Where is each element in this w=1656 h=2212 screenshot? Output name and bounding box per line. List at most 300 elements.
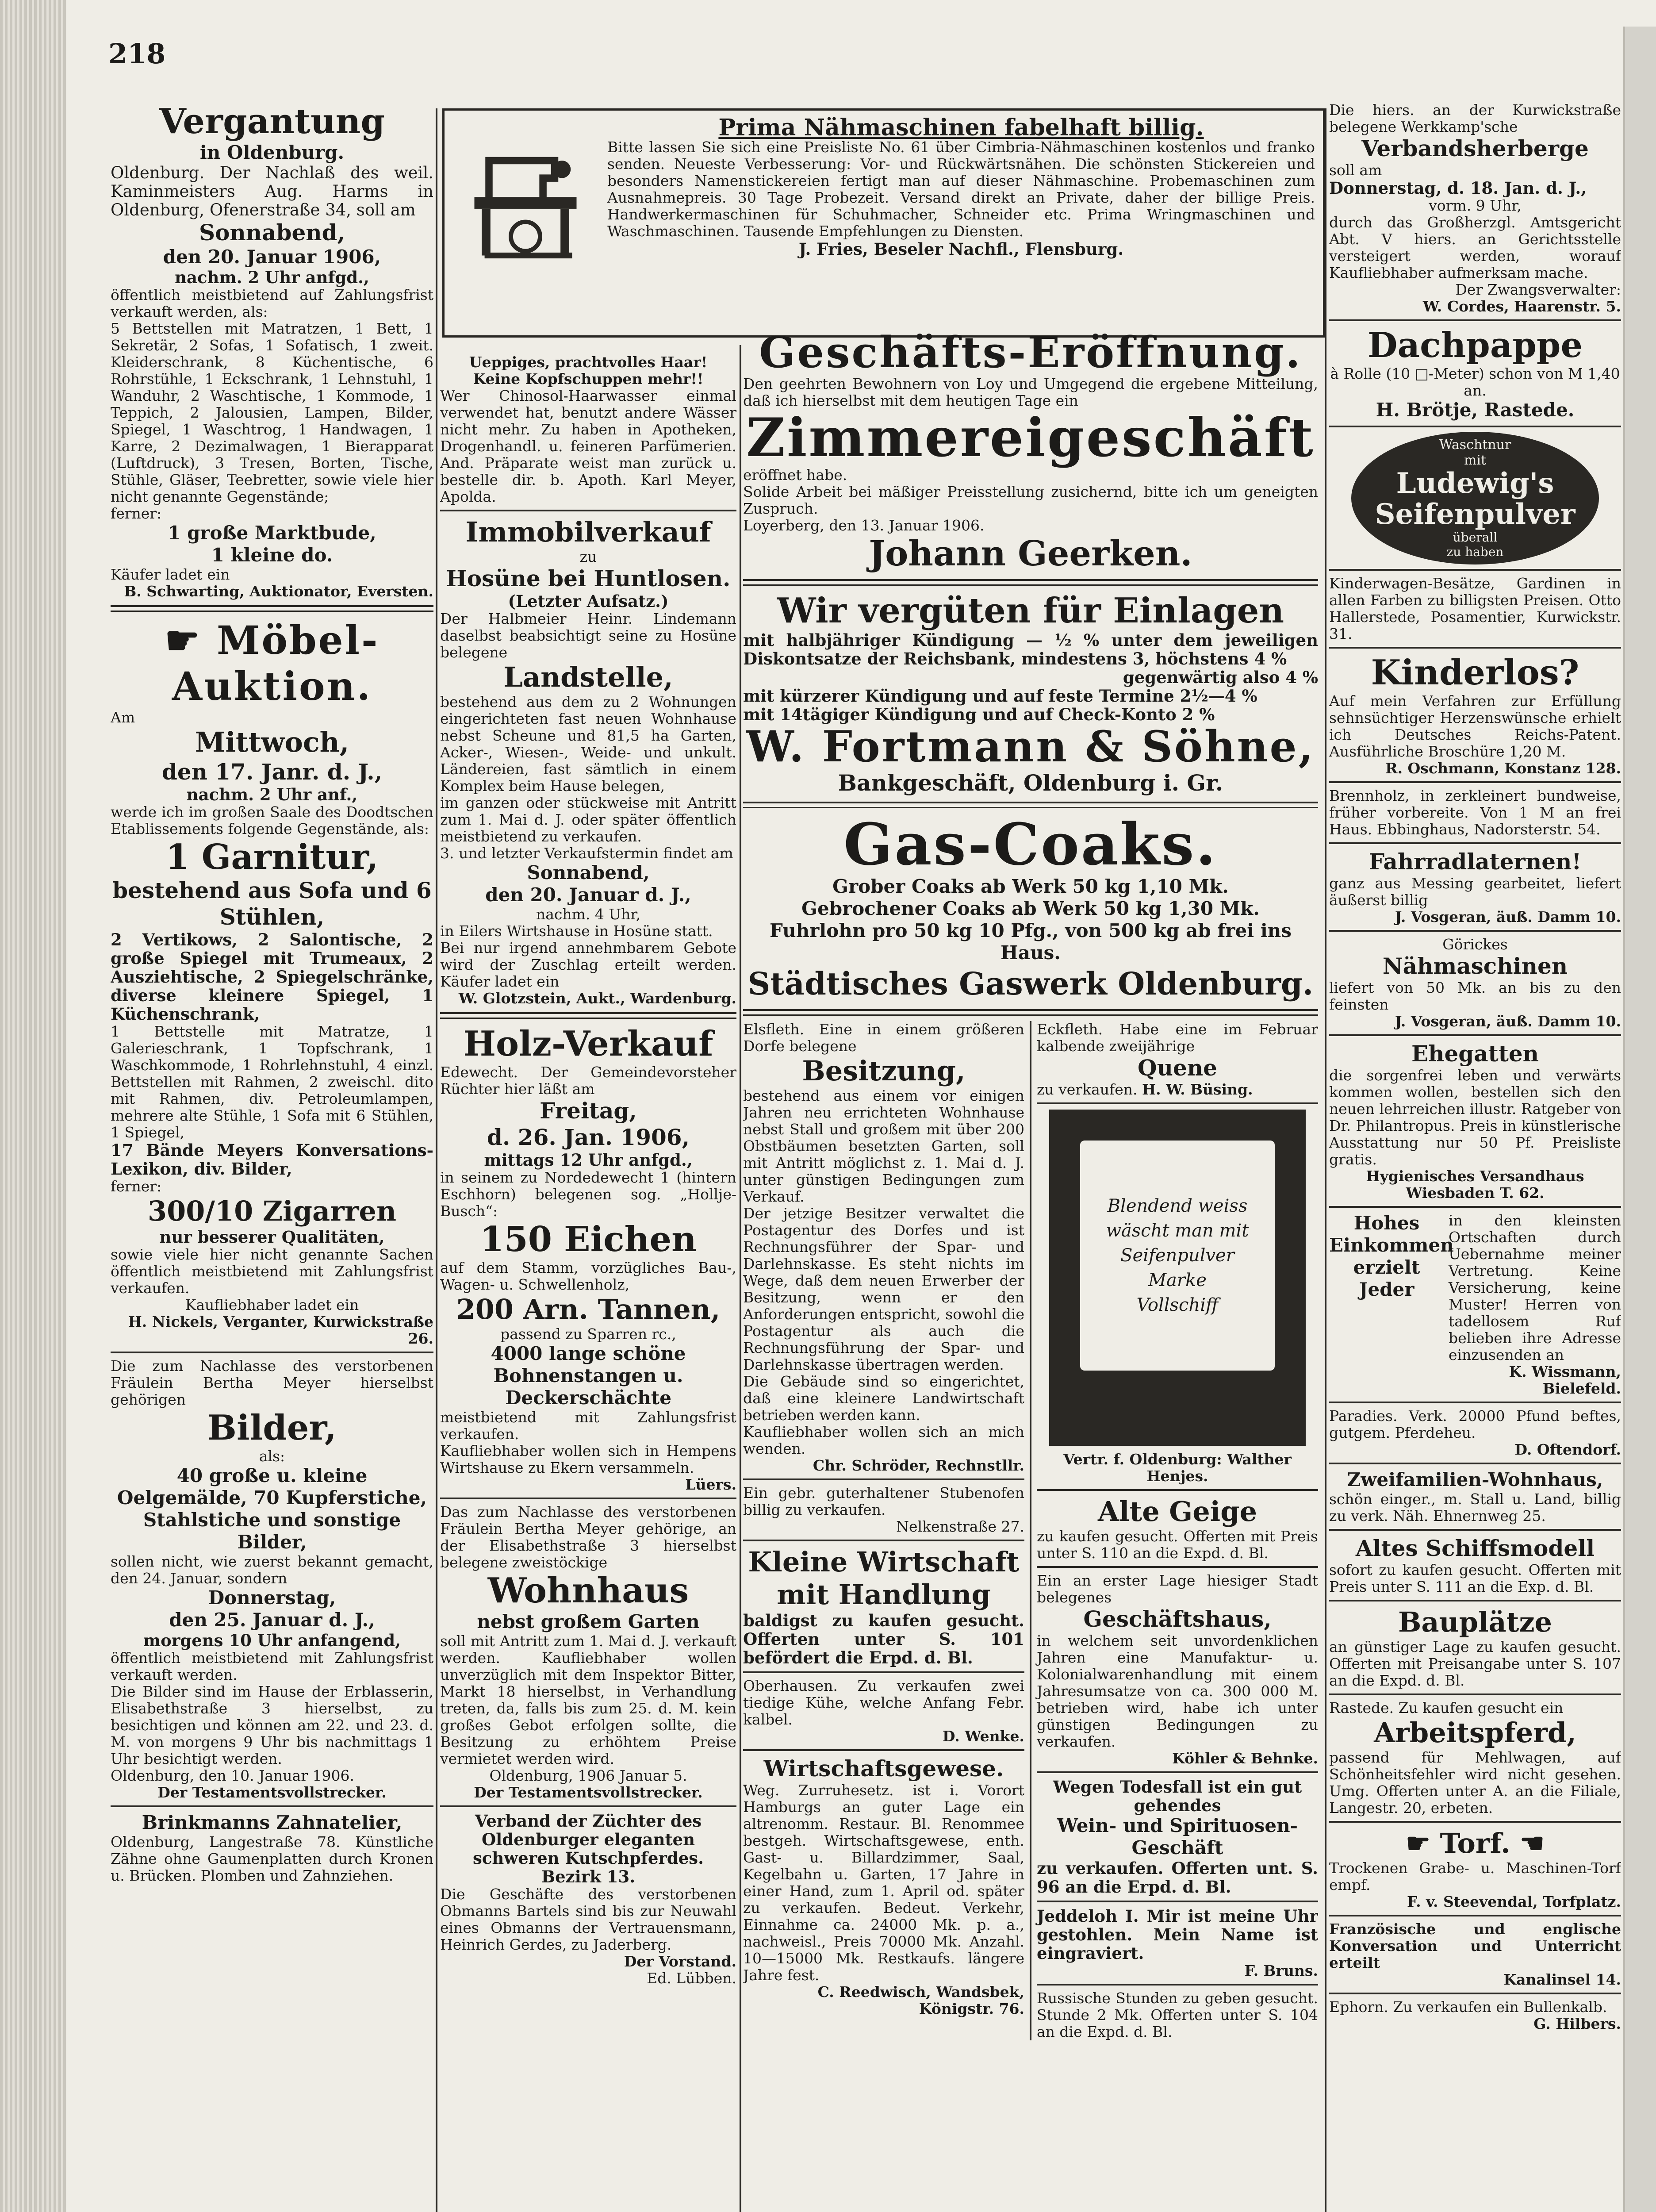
divider bbox=[111, 605, 433, 612]
ad-title: Wein- und Spirituosen-Geschäft bbox=[1057, 1815, 1298, 1859]
ad-signature: D. Wenke. bbox=[942, 1728, 1024, 1745]
ad-body: schön einger., m. Stall u. Land, billig zu verk. Näh. Ehnernweg 25. bbox=[1329, 1490, 1621, 1525]
ad-body: meistbietend mit Zahlungsfrist verkaufen. bbox=[440, 1409, 736, 1443]
ad-headline: 1 Garnitur, bbox=[165, 837, 379, 877]
soap-advert-image bbox=[1049, 1110, 1306, 1446]
banner-line: Seifenpulver bbox=[1120, 1245, 1234, 1266]
ad-headline: Hohes bbox=[1353, 1212, 1420, 1234]
divider bbox=[111, 1805, 433, 1807]
ad-date: den 17. Janr. d. J., bbox=[161, 759, 383, 785]
ad-date: Mittwoch, bbox=[195, 726, 349, 758]
pointing-hand-icon: ☛ bbox=[1406, 1827, 1440, 1859]
ad-note: (Letzter Aufsatz.) bbox=[508, 591, 669, 611]
divider bbox=[743, 1540, 1024, 1541]
ad-date: Freitag, bbox=[540, 1098, 637, 1124]
ad-title: Immobilverkauf bbox=[465, 516, 711, 548]
divider bbox=[1329, 647, 1621, 649]
ad-place: Oldenburg, den 10. Januar 1906. bbox=[111, 1767, 354, 1784]
ad-subtitle: Bezirk 13. bbox=[541, 1867, 636, 1886]
ad-body: soll am bbox=[1329, 161, 1382, 179]
ad-signature: K. Wissmann, Bielefeld. bbox=[1509, 1363, 1621, 1397]
ad-body: in seinem zu Nordedewecht 1 (hintern Eschhorn) belegenen sog. „Hollje-Busch“: bbox=[440, 1169, 736, 1220]
ad-address: Nelkenstraße 27. bbox=[896, 1518, 1024, 1535]
ad-besitzung bbox=[743, 1021, 1024, 1474]
ad-body: durch das Großherzgl. Amtsgericht Abt. V hiers. an Gerichtsstelle versteigert werden, worauf Kaufliebhaber aufmerksam mache. bbox=[1329, 214, 1621, 281]
ad-signature: Städtisches Gaswerk Oldenburg. bbox=[748, 965, 1314, 1002]
ad-headline: Landstelle, bbox=[503, 661, 673, 693]
ad-gascoaks bbox=[743, 810, 1318, 1004]
ad-body: Görickes bbox=[1442, 936, 1508, 953]
ad-body: nur besserer Qualitäten, bbox=[159, 1227, 385, 1247]
ad-title: Gas-Coaks. bbox=[843, 810, 1218, 878]
ad-list: 5 Bettstellen mit Matratzen, 1 Bett, 1 Sekretär, 2 Sofas, 1 Sofatisch, 1 zweit. Kleiderschrank, 8 Küchentische, 6 Rohrstühle, 1 Eckschrank, 1 Lehnstuhl, 1 Wanduhr, 2 Waschtische, 1 Kommode, 1 Teppich, 2 Jalousien, Lampen, Bilder, Spiegel, 1 Waschtrog, 1 Handwagen, 1 Karre, 2 Dezimalwagen, 1 Bierapparat (Luftdruck), 3 Tresen, Borten, Tische, Stühle, Gläser, Teebretter, sowie viele hier nicht genannte Gegenstände; bbox=[111, 320, 433, 505]
column-1 bbox=[111, 102, 433, 2212]
ad-jeddeloh bbox=[1037, 1907, 1318, 1979]
ad-subtitle: Keine Kopfschuppen mehr!! bbox=[473, 370, 704, 388]
ad-subtitle: nebst großem Garten bbox=[477, 1611, 700, 1632]
ad-body: Russische Stunden zu geben gesucht. Stunde 2 Mk. Offerten unter S. 104 an die Expd. d. Bl. bbox=[1037, 1989, 1318, 2040]
ad-body: passend zu Sparren rc., bbox=[500, 1325, 676, 1343]
column-rule bbox=[1325, 108, 1326, 2212]
ad-body: Wegen Todesfall ist ein gut gehendes bbox=[1053, 1777, 1302, 1815]
ad-body: zu kaufen gesucht. Offerten mit Preis unter S. 110 an die Expd. d. Bl. bbox=[1037, 1528, 1318, 1562]
ad-signature: Köhler & Behnke. bbox=[1172, 1750, 1318, 1767]
ad-body: Trockenen Grabe- u. Maschinen-Torf empf. bbox=[1329, 1859, 1621, 1893]
soap-line: überall bbox=[1453, 530, 1498, 545]
ad-signature: Lüers. bbox=[685, 1476, 736, 1493]
einkommen-body bbox=[1449, 1212, 1621, 1397]
divider bbox=[743, 802, 1318, 808]
ad-wohnhaus bbox=[440, 1504, 736, 1801]
ad-title: ☛ Möbel- bbox=[165, 617, 380, 663]
ad-body: Wer Chinosol-Haarwasser einmal verwendet hat, benutzt andere Wässer nicht mehr. Zu haben in Apotheken, Drogenhandl. u. feineren Parfümerien. And. Präparate weist man zurück u. bestelle dir. b. Apoth. Karl Meyer, Apolda. bbox=[440, 387, 736, 505]
ad-title: Dachpappe bbox=[1367, 325, 1583, 365]
ad-ehegatten bbox=[1329, 1041, 1621, 1202]
ad-signature: Der Testamentsvollstrecker. bbox=[157, 1784, 387, 1801]
ad-body: baldigst zu kaufen gesucht. Offerten unter S. 101 befördert die Erpd. d. Bl. bbox=[743, 1611, 1024, 1667]
divider bbox=[1329, 1463, 1621, 1464]
ad-title: Holz-Verkauf bbox=[463, 1024, 713, 1064]
ad-signature: Chr. Schröder, Rechnstllr. bbox=[813, 1457, 1024, 1474]
ad-unterricht bbox=[1329, 1921, 1621, 1988]
ad-time: morgens 10 Uhr anfangend, bbox=[143, 1631, 401, 1650]
page-edge bbox=[0, 0, 66, 2212]
ad-ludewigs-seifenpulver bbox=[1351, 432, 1599, 565]
soap-line: zu haben bbox=[1446, 545, 1504, 559]
ad-subtitle: Bankgeschäft, Oldenburg i. Gr. bbox=[838, 770, 1223, 796]
ad-body: ferner: bbox=[111, 505, 162, 522]
ad-title: Kinderlos? bbox=[1371, 653, 1579, 693]
ad-item: 1 kleine do. bbox=[211, 544, 333, 566]
divider bbox=[1329, 842, 1621, 844]
ad-verband bbox=[440, 1812, 736, 1987]
ad-signature: Der Zwangsverwalter: bbox=[1455, 281, 1621, 298]
ad-kinderlos bbox=[1329, 653, 1621, 777]
ad-body: Paradies. Verk. 20000 Pfund beftes, gutgem. Pferdeheu. bbox=[1329, 1407, 1621, 1441]
ad-title: Wir vergüten für Einlagen bbox=[777, 591, 1284, 631]
rate-line: mit halbjähriger Kündigung — ½ % unter dem jeweiligen Diskontsatze der Reichsbank, mindestens 3, höchstens 4 % bbox=[743, 630, 1318, 668]
ad-title: Bilder, bbox=[207, 1408, 337, 1448]
ad-paradies bbox=[1329, 1408, 1621, 1458]
ad-place: Loyerberg, den 13. Januar 1906. bbox=[743, 517, 985, 534]
ad-headline: 200 Arn. Tannen, bbox=[456, 1293, 721, 1325]
ad-body: Oldenburg. Der Nachlaß des weil. Kaminmeisters Aug. Harms in Oldenburg, Ofenerstraße 34, soll am bbox=[111, 163, 433, 219]
ad-zweifamilien bbox=[1329, 1469, 1621, 1525]
ad-naehmaschinen-goericke bbox=[1329, 936, 1621, 1030]
ad-body: Der Halbmeier Heinr. Lindemann daselbst beabsichtigt seine zu Hosüne belegene bbox=[440, 610, 736, 661]
ad-body: Am bbox=[111, 709, 135, 726]
column-rule bbox=[436, 108, 437, 2212]
ad-title: Verbandsherberge bbox=[1361, 135, 1589, 161]
ad-body: im ganzen oder stückweise mit Antritt zum 1. Mai d. J. oder später öffentlich meistbietend zu verkaufen. bbox=[440, 794, 736, 845]
ad-time: mittags 12 Uhr anfgd., bbox=[484, 1150, 693, 1170]
price-line: Fuhrlohn pro 50 kg 10 Pfg., von 500 kg ab frei ins Haus. bbox=[770, 920, 1292, 964]
ad-body: Der jetzige Besitzer verwaltet die Postagentur des Dorfes und ist Rechnungsführer der Spar- und Darlehnskasse. Es steht nichts im Wege, daß dem neuen Erwerber der Besitzung, wenn er den Anforderungen entspricht, sowohl die Postagentur als auch die Rechnungsführung der Spar- und Darlehnskasse übertragen werden. bbox=[743, 1205, 1024, 1373]
divider bbox=[1329, 1402, 1621, 1403]
ad-headline: Zimmereigeschäft bbox=[746, 407, 1315, 469]
ad-fahrradlaternen bbox=[1329, 849, 1621, 926]
ad-title: Altes Schiffsmodell bbox=[1355, 1535, 1595, 1561]
ad-date: den 20. Januar 1906, bbox=[163, 246, 381, 268]
ad-headline: W. Fortmann & Söhne, bbox=[746, 722, 1315, 772]
ad-title: Ueppiges, prachtvolles Haar! bbox=[469, 354, 708, 371]
ad-spirituosen bbox=[1037, 1778, 1318, 1896]
column-rule bbox=[740, 345, 741, 2212]
ad-arbeitspferd bbox=[1329, 1700, 1621, 1816]
ad-body: Die zum Nachlasse des verstorbenen Fräulein Bertha Meyer hierselbst gehörigen bbox=[111, 1357, 433, 1408]
ad-title: Geschäftshaus, bbox=[1083, 1606, 1272, 1632]
divider bbox=[1037, 1489, 1318, 1491]
divider bbox=[1037, 1901, 1318, 1902]
col3-left bbox=[743, 1021, 1024, 2040]
ad-body: à Rolle (10 □-Meter) schon von M 1,40 an. bbox=[1330, 365, 1620, 399]
ad-body: ganz aus Messing gearbeitet, liefert äußerst billig bbox=[1329, 875, 1621, 909]
ad-body: 17 Bände Meyers Konversations-Lexikon, div. Bilder, bbox=[111, 1141, 433, 1179]
divider bbox=[440, 1805, 736, 1807]
divider bbox=[1329, 781, 1621, 783]
divider bbox=[440, 510, 736, 511]
ad-body: Kaufliebhaber wollen sich an mich wenden. bbox=[743, 1423, 1024, 1457]
ad-headline: 40 große u. kleine Oelgemälde, 70 Kupferstiche, Stahlstiche und sonstige Bilder, bbox=[117, 1465, 427, 1553]
ad-time: vorm. 9 Uhr, bbox=[1429, 197, 1522, 214]
divider bbox=[1329, 1993, 1621, 1994]
page-right-edge bbox=[1623, 27, 1656, 2212]
soap-line: mit bbox=[1464, 453, 1487, 468]
ad-alte-geige bbox=[1037, 1495, 1318, 1562]
divider bbox=[1037, 1771, 1318, 1773]
ad-body: sollen nicht, wie zuerst bekannt gemacht, den 24. Januar, sondern bbox=[111, 1553, 433, 1587]
ad-body: zu bbox=[579, 548, 597, 565]
ad-bauplaetze bbox=[1329, 1606, 1621, 1689]
ad-signature: F. Bruns. bbox=[1244, 1962, 1318, 1979]
banner-cloth bbox=[1080, 1141, 1275, 1371]
ad-headline: 150 Eichen bbox=[480, 1219, 697, 1260]
banner-line: Vollschiff bbox=[1136, 1295, 1219, 1315]
ad-body: sowie viele hier nicht genannte Sachen öffentlich meistbietend mit Zahlungsfrist verkaufen. bbox=[111, 1246, 433, 1297]
ad-body: Die hiers. an der Kurwickstraße belegene Werkkamp'sche bbox=[1329, 102, 1621, 135]
ad-signature: W. Glotzstein, Aukt., Wardenburg. bbox=[458, 990, 736, 1007]
ad-body: Das zum Nachlasse des verstorbenen Fräulein Bertha Meyer gehörige, an der Elisabethstraße 3 hierselbst belegene zweistöckige bbox=[440, 1503, 736, 1571]
ad-date: d. 26. Jan. 1906, bbox=[487, 1124, 690, 1150]
page-number: 218 bbox=[108, 38, 166, 70]
divider bbox=[1037, 1102, 1318, 1104]
ad-signature: D. Oftendorf. bbox=[1514, 1441, 1621, 1458]
ad-quene bbox=[1037, 1021, 1318, 1098]
divider bbox=[1037, 1566, 1318, 1568]
divider bbox=[1037, 1984, 1318, 1985]
soap-brand: Ludewig's bbox=[1396, 467, 1554, 500]
ad-body: Den geehrten Bewohnern von Loy und Umgegend die ergebene Mitteilung, daß ich hierselbst mit dem heutigen Tage ein bbox=[743, 375, 1318, 409]
divider bbox=[743, 1009, 1318, 1016]
col3-right bbox=[1030, 1021, 1318, 2040]
ad-torf bbox=[1329, 1827, 1621, 1910]
ad-place: Oldenburg, 1906 Januar 5. bbox=[489, 1767, 687, 1784]
ad-body: Rastede. Zu kaufen gesucht ein bbox=[1329, 1699, 1564, 1717]
divider bbox=[1329, 319, 1621, 321]
ad-moebel bbox=[111, 617, 433, 1347]
ad-list: 1 Bettstelle mit Matratze, 1 Galerieschrank, 1 Topfschrank, 1 Waschkommode, 1 Rohrlehnstuhl, 4 einzl. Bettstellen mit Rahmen, 2 zweischl. dito mit Rahmen, div. Petroleumlampen, mehrere alte Stühle, 1 Sofa mit 6 Stühlen, 1 Spiegel, bbox=[111, 1023, 433, 1141]
ad-body: 2 Vertikows, 2 Salontische, 2 große Spiegel mit Trumeaux, 2 Ausziehtische, 2 Spiegelschränke, diverse kleinere Spiegel, 1 Küchenschrank, bbox=[111, 930, 433, 1024]
ad-ephorn bbox=[1329, 1999, 1621, 2032]
soap-brand: Seifenpulver bbox=[1375, 498, 1576, 531]
divider bbox=[743, 1749, 1024, 1751]
ad-title: Alte Geige bbox=[1097, 1495, 1257, 1528]
ad-vergantung bbox=[111, 102, 433, 600]
pointing-hand-icon: ☛ bbox=[165, 617, 217, 663]
ad-headline: 300/10 Zigarren bbox=[147, 1195, 397, 1227]
divider bbox=[743, 1671, 1024, 1673]
ad-body: eröffnet habe. bbox=[743, 466, 847, 484]
ad-date: den 20. Januar d. J., bbox=[485, 884, 691, 906]
col3-two-column-area bbox=[743, 1021, 1318, 2040]
ad-geschaeftshaus bbox=[1037, 1572, 1318, 1767]
ad-signature: Kanalinsel 14. bbox=[1503, 1971, 1621, 1988]
ad-signature: H. Nickels, Verganter, Kurwickstraße 26. bbox=[128, 1313, 433, 1347]
ad-body: Die Bilder sind im Hause der Erblasserin, Elisabethstraße 3 hierselbst, zu besichtigen und können am 22. und 23. d. M. von morgens 9 Uhr bis nachmittags 1 Uhr besichtigt werden. bbox=[111, 1683, 433, 1767]
banner-line: Marke bbox=[1148, 1270, 1207, 1290]
ad-body: werde ich im großen Saale des Doodtschen Etablissements folgende Gegenstände, als: bbox=[111, 803, 433, 837]
divider bbox=[1329, 1034, 1621, 1036]
ad-title: Ehegatten bbox=[1411, 1041, 1539, 1067]
ad-body: Kaufliebhaber ladet ein bbox=[185, 1296, 359, 1313]
ad-naehmaschinen bbox=[442, 108, 1325, 338]
ad-wirtschaftsgewese bbox=[743, 1755, 1024, 2017]
soap-line: Waschtnur bbox=[1439, 437, 1511, 453]
divider bbox=[1329, 1821, 1621, 1823]
ad-body: in Eilers Wirtshause in Hosüne statt. bbox=[440, 922, 713, 940]
divider bbox=[1329, 930, 1621, 932]
divider bbox=[1329, 1206, 1621, 1208]
ad-title: Brinkmanns Zahnatelier, bbox=[142, 1812, 402, 1833]
ad-bank bbox=[743, 591, 1318, 796]
ad-zahnatelier bbox=[111, 1812, 433, 1884]
ad-body: Edewecht. Der Gemeindevorsteher Rüchter hier läßt am bbox=[440, 1064, 736, 1098]
ad-body: Französische und englische Konversation und Unterricht erteilt bbox=[1329, 1920, 1621, 1971]
ad-body: bestehend aus einem vor einigen Jahren neu errichteten Wohnhause nebst Stall und großem mit über 200 Obstbäumen besetzten Garten, soll mit Antritt möglichst z. 1. Mai d. J. unter günstigen Bedingungen zum Verkauf. bbox=[743, 1087, 1024, 1205]
ad-body: Oldenburg, Langestraße 78. Künstliche Zähne ohne Gaumenplatten durch Kronen u. Brücken. Plomben und Zahnziehen. bbox=[111, 1833, 433, 1884]
ad-title: Fahrradlaternen! bbox=[1368, 849, 1582, 875]
ad-russisch bbox=[1037, 1990, 1318, 2040]
ad-time: nachm. 4 Uhr, bbox=[536, 906, 641, 923]
ad-signature: W. Cordes, Haarenstr. 5. bbox=[1422, 298, 1621, 315]
ad-immobilverkauf bbox=[440, 516, 736, 1007]
ad-hohes-einkommen bbox=[1329, 1212, 1621, 1397]
ad-body: öffentlich meistbietend auf Zahlungsfrist verkauft werden, als: bbox=[111, 286, 433, 320]
pointing-hand-icon: ☚ bbox=[1510, 1827, 1545, 1859]
ad-signature: R. Oschmann, Konstanz 128. bbox=[1385, 760, 1621, 777]
ad-signature: Ed. Lübben. bbox=[647, 1970, 736, 1987]
ad-title: Quene bbox=[1138, 1055, 1217, 1081]
ad-signature: H. Brötje, Rastede. bbox=[1376, 399, 1575, 421]
ad-signature: B. Schwarting, Auktionator, Eversten. bbox=[124, 583, 433, 600]
ad-kuehe bbox=[743, 1678, 1024, 1745]
ad-bilder bbox=[111, 1358, 433, 1801]
ad-title: Zweifamilien-Wohnhaus, bbox=[1347, 1469, 1603, 1490]
ad-body: die sorgenfrei leben und verwärts kommen wollen, bestellen sich den neuen lehrreichen illustr. Ratgeber von Dr. Philantropus. Preis in künstlerische Ausstattung nur 50 Pf. Preisliste gratis. bbox=[1329, 1067, 1621, 1168]
ad-body: Brennholz, in zerkleinert bundweise, früher vorbereite. Von 1 M an frei Haus. Ebbinghaus, Nadorsterstr. 54. bbox=[1329, 787, 1621, 838]
ad-body: liefert von 50 Mk. an bis zu den feinsten bbox=[1329, 979, 1621, 1013]
ad-body: Die Geschäfte des verstorbenen Obmanns Bartels sind bis zur Neuwahl eines Obmanns der Vertrauensmann, Heinrich Gerdes, zu Jaderberg. bbox=[440, 1886, 736, 1953]
divider bbox=[743, 1479, 1024, 1480]
ad-body: an günstiger Lage zu kaufen gesucht. Offerten mit Preisangabe unter S. 107 an die Expd. d. Bl. bbox=[1329, 1638, 1621, 1689]
ad-signature: Hygienisches Versandhaus Wiesbaden T. 62. bbox=[1366, 1167, 1584, 1202]
ad-title: ☛ Torf. ☚ bbox=[1406, 1827, 1545, 1859]
ad-body: zu verkaufen. H. W. Büsing. bbox=[1037, 1081, 1253, 1098]
ad-headline: Hosüne bei Huntlosen. bbox=[446, 565, 731, 591]
ad-title: Verband der Züchter des Oldenburger eleganten schweren Kutschpferdes. bbox=[472, 1811, 704, 1868]
ad-body: Elsfleth. Eine in einem größeren Dorfe belegene bbox=[743, 1021, 1024, 1055]
rate-line: mit 14tägiger Kündigung und auf Check-Konto 2 % bbox=[743, 705, 1215, 724]
sewing-machine-icon bbox=[452, 117, 598, 263]
ad-date: den 25. Januar d. J., bbox=[169, 1609, 375, 1631]
ad-signature: Der Vorstand. bbox=[624, 1953, 736, 1970]
divider bbox=[1329, 1600, 1621, 1601]
ad-haar bbox=[440, 354, 736, 505]
ad-body: als: bbox=[259, 1448, 285, 1465]
ad-body: öffentlich meistbietend mit Zahlungsfrist verkauft werden. bbox=[111, 1649, 433, 1683]
divider bbox=[440, 1498, 736, 1499]
ad-caption: Vertr. f. Oldenburg: Walther Henjes. bbox=[1063, 1451, 1292, 1485]
ad-body: Kaufliebhaber wollen sich in Hempens Wirtshause zu Ekern versammeln. bbox=[440, 1442, 736, 1476]
ad-body: Bitte lassen Sie sich eine Preisliste No. 61 über Cimbria-Nähmaschinen kostenlos und franko senden. Neueste Verbesserung: Vor- und Rückwärtsnähen. Die schönsten Stickereien und besonders Namenstickereien fertigt man auf dieser Nähmaschine. Probemaschinen zum Ausnahmepreis. 30 Tage Probezeit. Versand direkt an Private, daher der billige Preis. Handwerkermaschinen für Schuhmacher, Schneider etc. Prima Wringmaschinen und Waschmaschinen. Tausende Empfehlungen zu Diensten. bbox=[607, 138, 1315, 240]
price-line: Grober Coaks ab Werk 50 kg 1,10 Mk. bbox=[832, 876, 1229, 897]
ad-title: Bauplätze bbox=[1398, 1606, 1552, 1638]
ad-item: 1 große Marktbude, bbox=[168, 522, 376, 544]
ad-headline: bestehend aus Sofa und 6 Stühlen, bbox=[112, 877, 432, 930]
ad-body: sofort zu kaufen gesucht. Offerten mit Preis unter S. 111 an die Exp. d. Bl. bbox=[1329, 1561, 1621, 1595]
ad-body: Ephorn. Zu verkaufen ein Bullenkalb. bbox=[1329, 1998, 1607, 2016]
ad-date: Sonnabend, bbox=[199, 219, 345, 246]
ad-signature: H. W. Büsing. bbox=[1142, 1081, 1253, 1098]
divider bbox=[1329, 426, 1621, 427]
divider bbox=[1329, 1529, 1621, 1531]
ad-body: Auf mein Verfahren zur Erfüllung sehnsüchtiger Herzenswünsche erhielt ich Deutsches Reichs-Patent. Ausführliche Broschüre 1,20 M. bbox=[1329, 692, 1621, 760]
ad-signature: J. Fries, Beseler Nachfl., Flensburg. bbox=[798, 239, 1124, 259]
ad-signature: Der Testamentsvollstrecker. bbox=[474, 1784, 703, 1801]
banner-line: wäscht man mit bbox=[1106, 1221, 1249, 1241]
ad-signature: C. Reedwisch, Wandsbek, Königstr. 76. bbox=[817, 1983, 1024, 2017]
ad-body: in den kleinsten Ortschaften durch Uebernahme meiner Vertretung. Keine Versicherung, keine Muster! Herren von tadellosem Ruf belieben ihre Adresse einzusenden an bbox=[1449, 1212, 1621, 1363]
ad-title: Wirtschaftsgewese. bbox=[763, 1755, 1004, 1782]
ad-signature: F. v. Steevendal, Torfplatz. bbox=[1407, 1893, 1621, 1910]
ad-time: nachm. 2 Uhr anf., bbox=[186, 785, 358, 804]
ad-body: Weg. Zurruhesetz. ist i. Vorort Hamburgs an guter Lage ein altrenomm. Restaur. Bl. Renommee bestgeh. Wirtschaftsgewese, enth. Gast- u. Billardzimmer, Saal, Kegelbahn u. Garten, 17 Jahre in einer Hand, zum 1. April od. später zu verkaufen. Bedeut. Verkehr, Einnahme ca. 24000 Mk. p. a., nachweisl., Preis 70000 Mk. Anzahl. 10—15000 Mk. Restkaufs. längere Jahre fest. bbox=[743, 1782, 1024, 1984]
ad-dachpappe bbox=[1329, 326, 1621, 421]
column-3 bbox=[743, 330, 1318, 2212]
ad-signature: G. Hilbers. bbox=[1533, 2015, 1621, 2032]
ad-body: ferner: bbox=[111, 1178, 162, 1195]
ad-body: Ein gebr. guterhaltener Stubenofen billig zu verkaufen. bbox=[743, 1484, 1024, 1518]
ad-headline: erzielt bbox=[1353, 1256, 1420, 1278]
ad-seifenpulver-vollschiff bbox=[1037, 1110, 1318, 1485]
ad-body: soll mit Antritt zum 1. Mai d. J. verkauft werden. Kaufliebhaber wollen unverzüglich mit dem Inspektor Bitter, Markt 18 hierselbst, in Verhandlung treten, da, falls bis zum 25. d. M. kein großes Gebot erfolgen sollte, die Besitzung zu erhöhtem Preise vermietet werden wird. bbox=[440, 1632, 736, 1767]
ad-signature: J. Vosgeran, äuß. Damm 10. bbox=[1395, 1013, 1621, 1030]
column-2 bbox=[440, 354, 736, 2212]
ad-body: Bei nur irgend annehmbarem Gebote wird der Zuschlag erteilt werden. Käufer ladet ein bbox=[440, 939, 736, 990]
ad-holzverkauf bbox=[440, 1024, 736, 1493]
divider bbox=[111, 1352, 433, 1353]
ad-schiffsmodell bbox=[1329, 1535, 1621, 1595]
ad-signature: J. Vosgeran, äuß. Damm 10. bbox=[1395, 908, 1621, 926]
ad-brennholz bbox=[1329, 787, 1621, 838]
ad-verbandsherberge bbox=[1329, 102, 1621, 315]
ad-headline: 4000 lange schöne Bohnenstangen u. Deckerschächte bbox=[491, 1343, 686, 1409]
ad-body: Ein an erster Lage hiesiger Stadt belegenes bbox=[1037, 1572, 1318, 1606]
ad-headline: Jeder bbox=[1359, 1279, 1414, 1300]
ad-body: auf dem Stamm, vorzügliches Bau-, Wagen- u. Schwellenholz, bbox=[440, 1259, 736, 1293]
ad-body: Käufer ladet ein bbox=[111, 566, 230, 583]
einkommen-headline bbox=[1329, 1212, 1454, 1397]
ad-body: Solide Arbeit bei mäßiger Preisstellung zusichernd, bitte ich um geneigten Zuspruch. bbox=[743, 483, 1318, 517]
ad-title: Besitzung, bbox=[802, 1055, 966, 1087]
ad-body: Eckfleth. Habe eine im Februar kalbende zweijährige bbox=[1037, 1021, 1318, 1055]
column-4 bbox=[1329, 102, 1621, 2212]
ad-subtitle: in Oldenburg. bbox=[199, 142, 345, 163]
ad-signature: Johann Geerken. bbox=[869, 534, 1192, 574]
divider bbox=[1329, 569, 1621, 571]
ad-body: passend für Mehlwagen, auf Schönheitsfehler wird nicht gesehen. Umg. Offerten unter A. an die Filiale, Langestr. 20, erbeten. bbox=[1329, 1749, 1621, 1816]
ad-time: nachm. 2 Uhr anfgd., bbox=[175, 268, 369, 287]
ad-body: Jeddeloh I. Mir ist meine Uhr gestohlen. Mein Name ist eingraviert. bbox=[1037, 1906, 1318, 1963]
rate-line: mit kürzerer Kündigung und auf feste Termine 2½—4 % bbox=[743, 686, 1257, 706]
rate-line: gegenwärtig also 4 % bbox=[1123, 668, 1318, 687]
ad-body: in welchem seit unvordenklichen Jahren eine Manufaktur- u. Kolonialwarenhandlung mit einem Jahresumsatze von ca. 300 000 M. betrieben wird, habe ich unter günstigen Bedingungen zu verkaufen. bbox=[1037, 1632, 1318, 1750]
ad-body: 3. und letzter Verkaufstermin findet am bbox=[440, 845, 733, 862]
ad-date: Sonnabend, bbox=[527, 862, 650, 883]
ad-title: Wohnhaus bbox=[487, 1571, 689, 1611]
ad-date: Donnerstag, bbox=[208, 1587, 336, 1609]
divider bbox=[743, 579, 1318, 586]
divider bbox=[1329, 1915, 1621, 1916]
ad-title: Geschäfts-Eröffnung. bbox=[759, 330, 1302, 377]
ad-stubenofen bbox=[743, 1485, 1024, 1535]
ad-kleine-wirtschaft bbox=[743, 1546, 1024, 1667]
ad-title: Kleine Wirtschaft mit Handlung bbox=[748, 1546, 1020, 1611]
ad-title: Nähmaschinen bbox=[1382, 953, 1568, 979]
ad-title: Arbeitspferd, bbox=[1374, 1717, 1576, 1749]
ad-body: Oberhausen. Zu verkaufen zwei tiedige Kühe, welche Anfang Febr. kalbel. bbox=[743, 1677, 1024, 1728]
ad-headline: Einkommen bbox=[1329, 1234, 1454, 1256]
ad-body: Kinderwagen-Besätze, Gardinen in allen Farben zu billigsten Preisen. Otto Hallerstede, Posamentier, Kurwickstr. 31. bbox=[1329, 575, 1621, 642]
price-line: Gebrochener Coaks ab Werk 50 kg 1,30 Mk. bbox=[801, 898, 1260, 919]
divider bbox=[1329, 1694, 1621, 1695]
banner-line: Blendend weiss bbox=[1107, 1196, 1248, 1216]
divider bbox=[440, 1012, 736, 1019]
ad-title: Vergantung bbox=[159, 102, 385, 142]
ad-body: Die Gebäude sind so eingerichtet, daß eine kleinere Landwirtschaft betrieben werden kann. bbox=[743, 1373, 1024, 1424]
ad-geschaeftseroeffnung bbox=[743, 330, 1318, 574]
ad-date: Donnerstag, d. 18. Jan. d. J., bbox=[1329, 178, 1587, 198]
